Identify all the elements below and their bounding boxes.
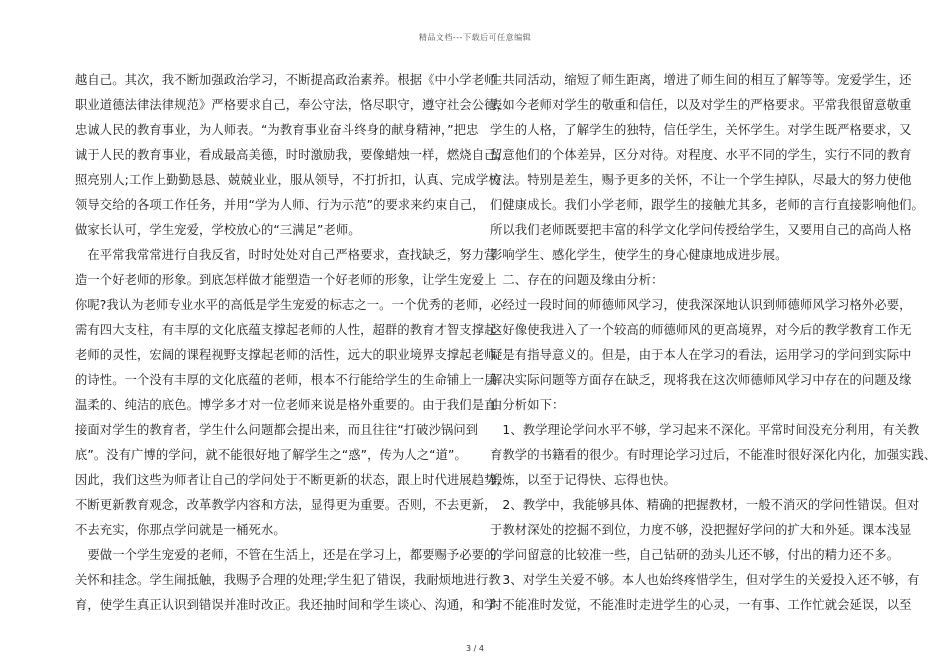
text-line: 造一个好老师的形象。到底怎样做才能塑造一个好老师的形象，让学生宠爱上 bbox=[75, 273, 497, 287]
text-line: 育教学的书籍看的很少。有时理论学习过后，不能准时很好深化内化，加强实践、 bbox=[490, 448, 937, 462]
text-line: 经过一段时间的师德师风学习，使我深深地认识到师德师风学习格外必要， bbox=[490, 298, 912, 312]
text-line: 表如今老师对学生的敬重和信任，以及对学生的严格要求。平常我很留意敬重 bbox=[490, 98, 912, 112]
text-line: 职业道德法律法律规范》严格要求自己，奉公守法，恪尽职守，遵守社会公德， bbox=[75, 98, 509, 112]
text-line: 方法。特别是差生，赐予更多的关怀，不让一个学生掉队，尽最大的努力使他 bbox=[490, 173, 912, 187]
text-line: 因此，我们这些为师者让自己的学问处于不断更新的状态，跟上时代进展趋势， bbox=[75, 473, 509, 487]
page-header: 精品文档---下载后可任意编辑 bbox=[418, 33, 532, 42]
text-line: 时不能准时发觉，不能准时走进学生的心灵，一有事、工作忙就会延误，以至 bbox=[490, 598, 912, 612]
text-line: 由分析如下： bbox=[490, 398, 565, 412]
right-column bbox=[490, 68, 937, 618]
text-line: 这好像使我进入了一个较高的师德师风的更高境界，对今后的教学教育工作无 bbox=[490, 323, 912, 337]
text-line: 的学问留意的比较准一些，自己钻研的劲头儿还不够，付出的精力还不多。 bbox=[490, 548, 900, 562]
text-line: 要做一个学生宠爱的老师，不管在生活上，还是在学习上，都要赐予必要的 bbox=[75, 548, 497, 562]
text-line: 解决实际问题等方面存在缺乏，现将我在这次师德师风学习中存在的问题及缘 bbox=[490, 373, 912, 387]
text-line: 所以我们老师既要把丰富的科学文化学问传授给学生，又要用自己的高尚人格 bbox=[490, 223, 912, 237]
text-line: 老师的灵性，宏阔的课程视野支撑起老师的活性，远大的职业境界支撑起老师 bbox=[75, 348, 497, 362]
text-line: 你呢?我认为老师专业水平的高低是学生宠爱的标志之一。一个优秀的老师，必 bbox=[75, 298, 504, 312]
text-line: 影响学生、感化学生，使学生的身心健康地成进步展。 bbox=[490, 248, 788, 262]
text-line: 锻炼，以至于记得快、忘得也快。 bbox=[490, 473, 676, 487]
text-line: 在平常我常常进行自我反省，时时处处对自己严格要求，查找缺乏，努力营 bbox=[75, 248, 497, 262]
text-line: 2、教学中，我能够具体、精确的把握教材，一般不消灭的学问性错误。但对 bbox=[490, 498, 920, 512]
text-line: 接面对学生的教育者，学生什么问题都会提出来，而且往往“打破沙锅问到 bbox=[75, 423, 479, 437]
text-line: 越自己。其次，我不断加强政治学习，不断提高政治素养。根据《中小学老师 bbox=[75, 73, 497, 87]
text-line: 生共同活动，缩短了师生距离，增进了师生间的相互了解等等。宠爱学生，还 bbox=[490, 73, 912, 87]
text-line: 于教材深处的挖掘不到位，力度不够，没把握好学问的扩大和外延。课本浅显 bbox=[490, 523, 912, 537]
text-line: 3、对学生关爱不够。本人也始终疼惜学生，但对学生的关爱投入还不够，有 bbox=[490, 573, 920, 587]
text-line: 1、教学理论学问水平不够，学习起来不深化。平常时间没充分利用，有关教 bbox=[490, 423, 920, 437]
text-line: 二、存在的问题及缘由分析： bbox=[490, 273, 664, 287]
text-line: 学生的人格，了解学生的独特，信任学生，关怀学生。对学生既严格要求，又 bbox=[490, 123, 912, 137]
text-line: 留意他们的个体差异，区分对待。对程度、水平不同的学生，实行不同的教育 bbox=[490, 148, 912, 162]
page-number: 3 / 4 bbox=[466, 644, 484, 653]
text-line: 疑是有指导意义的。但是，由于本人在学习的看法，运用学习的学问到实际中 bbox=[490, 348, 912, 362]
text-line: 诚于人民的教育事业，看成最高美德，时时激励我，要像蜡烛一样，燃烧自己， bbox=[75, 148, 509, 162]
text-line: 需有四大支柱，有丰厚的文化底蕴支撑起老师的人性，超群的教育才智支撑起 bbox=[75, 323, 497, 337]
text-line: 做家长认可，学生宠爱，学校放心的“三满足”老师。 bbox=[75, 223, 361, 237]
text-line: 育，使学生真正认识到错误并准时改正。我还抽时间和学生谈心、沟通，和学 bbox=[75, 598, 497, 612]
text-line: 底”。没有广博的学问，就不能很好地了解学生之“惑”，传为人之“道”。 bbox=[75, 448, 467, 462]
text-line: 们健康成长。我们小学老师，跟学生的接触尤其多，老师的言行直接影响他们。 bbox=[490, 198, 924, 212]
left-column bbox=[75, 68, 509, 618]
text-line: 不断更新教育观念，改革教学内容和方法，显得更为重要。否则，不去更新， bbox=[75, 498, 497, 512]
text-line: 的诗性。一个没有丰厚的文化底蕴的老师，根本不行能给学生的生命铺上一层 bbox=[75, 373, 497, 387]
text-line: 不去充实，你那点学问就是一桶死水。 bbox=[75, 523, 286, 537]
text-line: 照亮别人;工作上勤勤恳恳、兢兢业业，服从领导，不打折扣，认真、完成学校 bbox=[75, 173, 501, 187]
text-line: 温柔的、纯洁的底色。博学多才对一位老师来说是格外重要的。由于我们是直 bbox=[75, 398, 497, 412]
text-line: 领导交给的各项工作任务，并用“学为人师、行为示范”的要求来约束自己， bbox=[75, 198, 485, 212]
text-line: 关怀和挂念。学生闹抵触，我赐予合理的处理;学生犯了错误，我耐烦地进行教 bbox=[75, 573, 501, 587]
text-line: 忠诚人民的教育事业，为人师表。“为教育事业奋斗终身的献身精神，”把忠 bbox=[75, 123, 479, 137]
